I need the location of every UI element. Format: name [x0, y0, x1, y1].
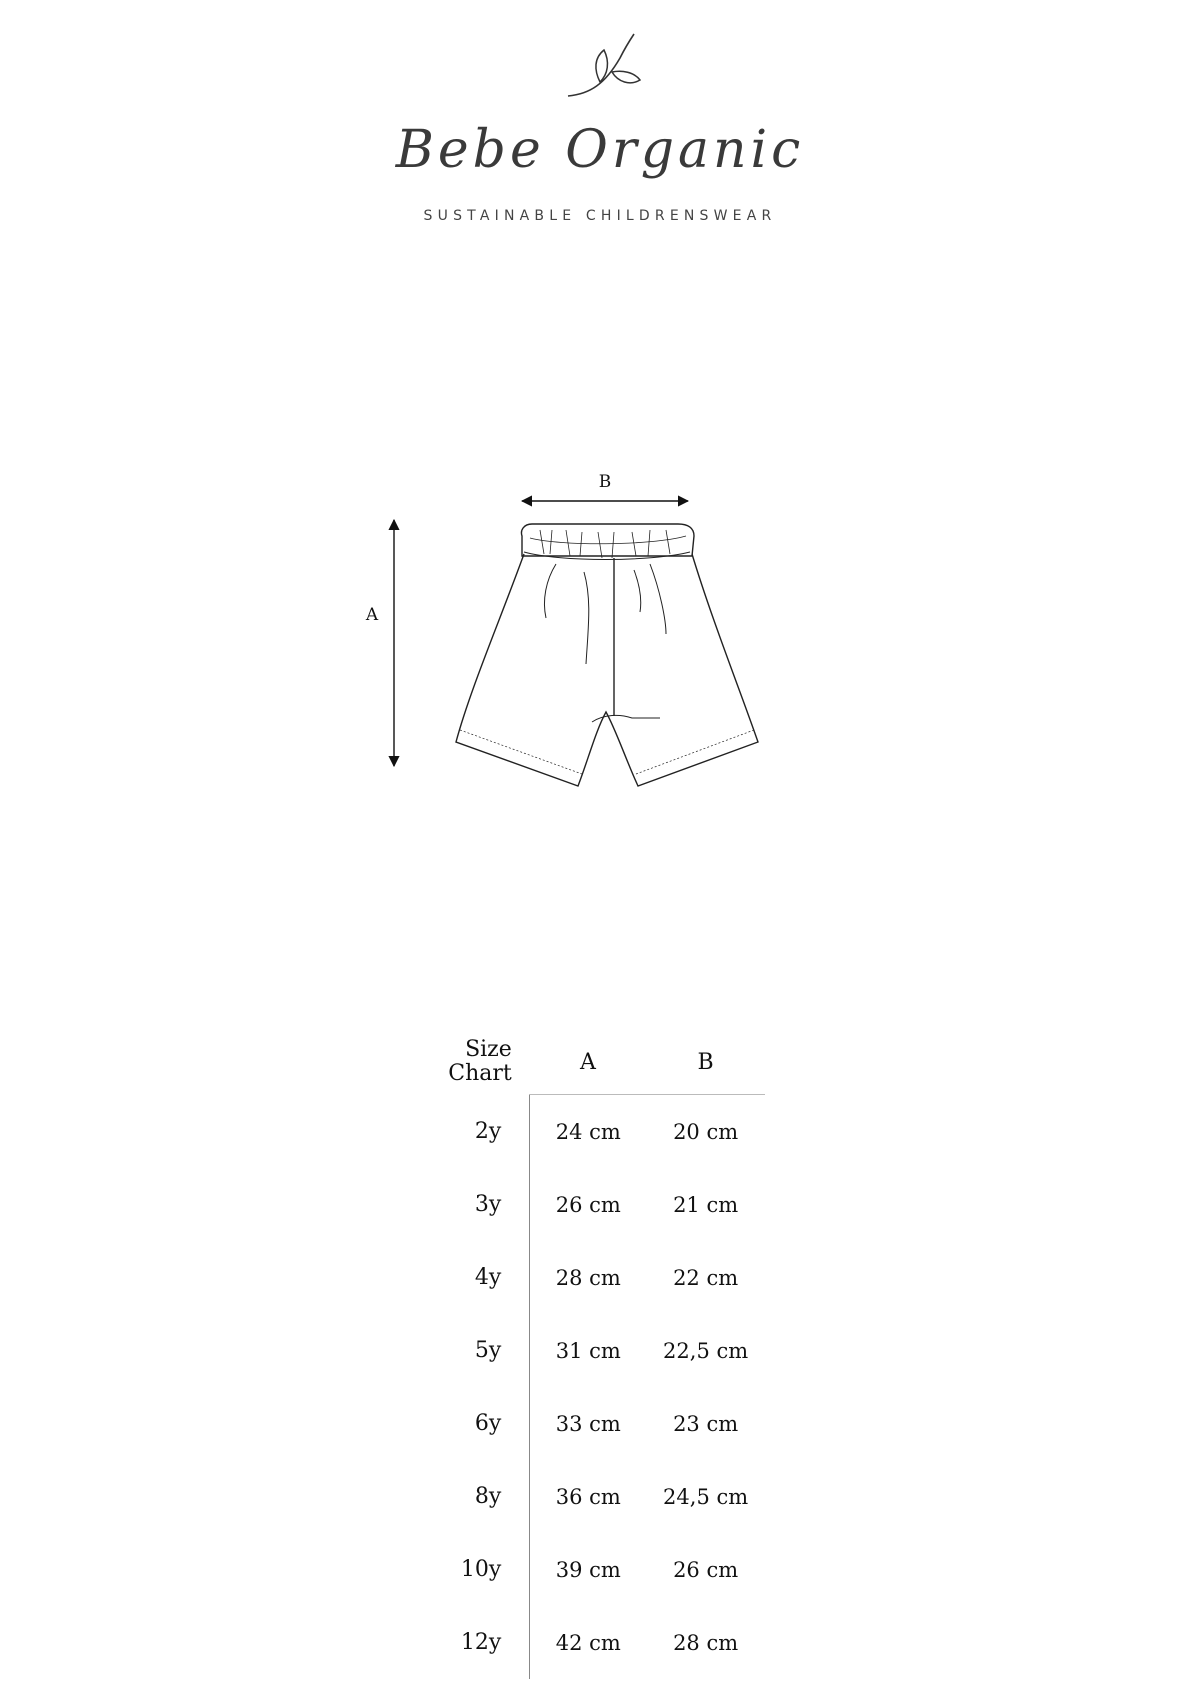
- measurement-b: 24,5 cm: [663, 1484, 749, 1509]
- brand-tagline: SUSTAINABLE CHILDRENSWEAR: [423, 208, 777, 224]
- size-label: 8y: [474, 1484, 502, 1509]
- measurement-a: 28 cm: [530, 1241, 646, 1314]
- corner-label-line2: Chart: [448, 1061, 512, 1087]
- measurement-b: 26 cm: [673, 1557, 739, 1582]
- table-row: [425, 1460, 765, 1533]
- sprig-icon: [560, 28, 650, 108]
- size-label: 12y: [460, 1630, 502, 1655]
- brand-name: Bebe Organic: [395, 120, 805, 180]
- table-row: [425, 1168, 765, 1241]
- table-row: [425, 1606, 765, 1679]
- size-label: 6y: [474, 1411, 502, 1436]
- measurement-a: 36 cm: [530, 1460, 646, 1533]
- dimension-b-label: B: [598, 472, 612, 492]
- table-row: [425, 1387, 765, 1460]
- size-chart-corner-label: [425, 1030, 530, 1095]
- measurement-a: 33 cm: [530, 1387, 646, 1460]
- size-label: 4y: [474, 1265, 502, 1290]
- measurement-b: 23 cm: [673, 1411, 739, 1436]
- corner-label-line1: Size: [465, 1037, 512, 1063]
- measurement-b: 22,5 cm: [663, 1338, 749, 1363]
- measurement-a: 42 cm: [530, 1606, 646, 1679]
- measurement-a: 24 cm: [530, 1095, 646, 1169]
- column-header-b: B: [646, 1030, 765, 1095]
- shorts-drawing: [456, 524, 758, 786]
- measurement-b: 28 cm: [673, 1630, 739, 1655]
- table-row: [425, 1533, 765, 1606]
- column-header-a: A: [530, 1030, 646, 1095]
- table-row: [425, 1095, 765, 1169]
- measurement-b: 22 cm: [673, 1265, 739, 1290]
- measurement-a: 26 cm: [530, 1168, 646, 1241]
- size-label: 2y: [474, 1118, 502, 1144]
- size-label: 5y: [474, 1338, 502, 1363]
- size-chart-table: [425, 1030, 765, 1679]
- size-label: 3y: [474, 1192, 502, 1217]
- measurement-b: 21 cm: [673, 1192, 739, 1217]
- dimension-a-label: A: [365, 605, 379, 625]
- size-chart-header-row: [425, 1030, 765, 1095]
- size-chart-body: [425, 1095, 765, 1680]
- shorts-diagram: [360, 460, 820, 800]
- size-label: 10y: [460, 1557, 502, 1582]
- brand-logo: [0, 20, 1200, 230]
- measurement-a: 31 cm: [530, 1314, 646, 1387]
- measurement-a: 39 cm: [530, 1533, 646, 1606]
- size-chart: [425, 1030, 765, 1679]
- table-row: [425, 1241, 765, 1314]
- measurement-b: 20 cm: [673, 1119, 739, 1144]
- table-row: [425, 1314, 765, 1387]
